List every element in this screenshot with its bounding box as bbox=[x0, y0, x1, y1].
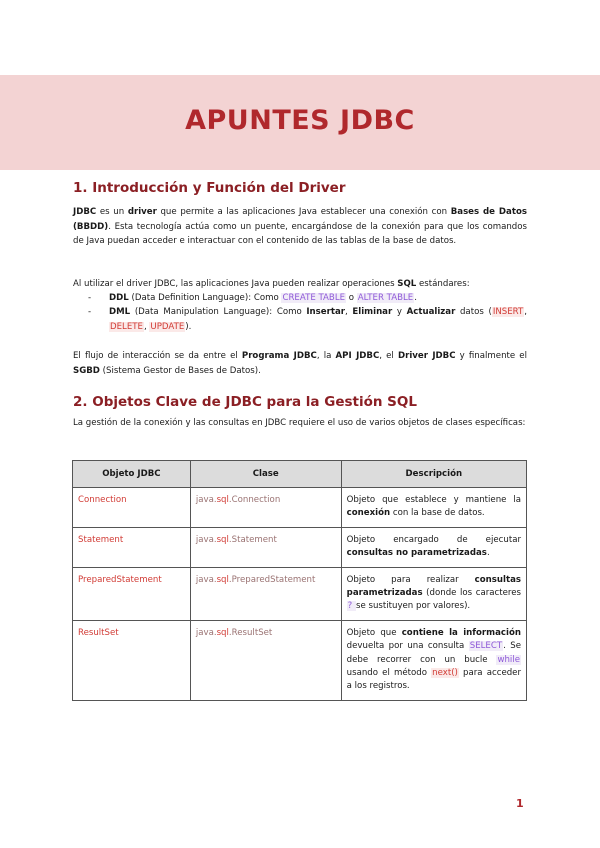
text-run: y bbox=[392, 307, 407, 317]
header-clase: Clase bbox=[190, 461, 341, 488]
text-run: .Statement bbox=[228, 534, 277, 545]
text-run: sql bbox=[216, 495, 229, 505]
text-run: next() bbox=[432, 668, 458, 679]
section-1-paragraph-2 bbox=[73, 277, 527, 292]
text-run: o bbox=[346, 293, 357, 303]
text-run: consultas no parametrizadas bbox=[346, 548, 487, 559]
description bbox=[341, 620, 526, 700]
bullet-ddl: - DDL (Data Definition Language): Como CREATE TABLE o ALTER TABLE. bbox=[88, 291, 527, 306]
text-run: java. bbox=[195, 574, 217, 585]
text-run: UPDATE bbox=[150, 321, 185, 332]
header-objeto: Objeto JDBC bbox=[73, 461, 191, 488]
class-name bbox=[190, 620, 341, 700]
section-2-intro bbox=[73, 416, 527, 431]
section-2-heading: 2. Objetos Clave de JDBC para la Gestión SQL bbox=[73, 394, 417, 410]
text-run: , bbox=[143, 321, 150, 332]
title-banner bbox=[0, 75, 600, 170]
table-row bbox=[73, 488, 527, 528]
text-run: conexión bbox=[346, 508, 391, 519]
text-run: contiene la información bbox=[401, 627, 521, 638]
text-run: , el bbox=[379, 351, 398, 361]
text-run: . bbox=[486, 548, 490, 559]
text-run: DELETE bbox=[110, 321, 143, 332]
object-name: PreparedStatement bbox=[73, 567, 191, 620]
description bbox=[341, 488, 526, 528]
header-descripcion: Descripción bbox=[341, 461, 526, 488]
text-run: datos ( bbox=[455, 307, 492, 317]
text-run: java. bbox=[195, 495, 217, 505]
text-run: Al utilizar el driver JDBC, las aplicaciones Java pueden realizar operaciones bbox=[73, 279, 398, 289]
text-run: para acceder a los registros. bbox=[346, 668, 522, 692]
object-name: Connection bbox=[73, 488, 191, 528]
text-run: y finalmente el bbox=[455, 351, 527, 361]
text-run: es un bbox=[96, 207, 128, 217]
text-run: .ResultSet bbox=[228, 627, 273, 638]
text-run: java. bbox=[195, 534, 217, 545]
bullet-ddl-text bbox=[109, 291, 527, 306]
section-1-heading: 1. Introducción y Función del Driver bbox=[73, 180, 346, 196]
text-run: que permite a las aplicaciones Java establecer una conexión con bbox=[156, 207, 451, 217]
text-run: INSERT bbox=[492, 307, 524, 317]
bullet-dml: - DML (Data Manipulation Language): Como Insertar, Eliminar y Actualizar datos (INSERT, DELETE, UPDATE). bbox=[88, 305, 527, 334]
object-name: ResultSet bbox=[73, 620, 191, 700]
page-title: APUNTES JDBC bbox=[185, 105, 415, 136]
text-run: Bases de Datos (BBDD) bbox=[73, 207, 527, 232]
text-run: consultas parametrizadas bbox=[346, 574, 521, 599]
table-header-row bbox=[73, 461, 527, 488]
section-1-paragraph-1 bbox=[73, 205, 527, 249]
object-name: Statement bbox=[73, 527, 191, 567]
text-run: Eliminar bbox=[352, 307, 393, 317]
table-row bbox=[73, 527, 527, 567]
bullet-dml-text bbox=[109, 305, 527, 334]
text-run: , la bbox=[316, 351, 336, 361]
text-run: , bbox=[345, 307, 353, 317]
text-run: sql bbox=[216, 627, 229, 638]
text-run: SGBD bbox=[73, 365, 100, 376]
text-run: java. bbox=[195, 627, 217, 638]
text-run: DDL bbox=[109, 293, 129, 303]
text-run: estándares: bbox=[416, 279, 470, 289]
text-run: usando el método bbox=[346, 668, 432, 679]
text-run: sql bbox=[216, 574, 229, 585]
text-run: Insertar bbox=[306, 307, 346, 317]
text-run: ALTER TABLE bbox=[357, 293, 414, 303]
text-run: (donde los caracteres bbox=[422, 588, 521, 599]
text-run: (Sistema Gestor de Bases de Datos). bbox=[99, 365, 261, 376]
text-run: Actualizar bbox=[406, 307, 456, 317]
text-run: CREATE TABLE bbox=[282, 293, 346, 303]
jdbc-objects-table bbox=[72, 460, 527, 701]
class-name bbox=[190, 567, 341, 620]
text-run: JDBC bbox=[73, 207, 97, 217]
text-run: while bbox=[497, 654, 520, 665]
text-run: . Esta tecnología actúa como un puente, encargándose de la conexión para que los comandos de Java puedan acceder e interactuar con el contenido de las tablas de la base de datos. bbox=[73, 221, 527, 246]
text-run: Objeto para realizar bbox=[346, 574, 475, 585]
text-run: El flujo de interacción se da entre el bbox=[73, 351, 242, 361]
text-run: devuelta por una consulta bbox=[346, 641, 469, 652]
text-run: SELECT bbox=[469, 641, 503, 652]
text-run: con la base de datos. bbox=[390, 508, 485, 519]
text-run: .PreparedStatement bbox=[228, 574, 316, 585]
page-number: 1 bbox=[516, 797, 524, 810]
text-run: . bbox=[414, 293, 417, 303]
text-run: Driver JDBC bbox=[397, 351, 456, 361]
text-run: ? bbox=[347, 601, 355, 612]
text-run: sql bbox=[216, 534, 229, 545]
text-run: (Data Definition Language): Como bbox=[128, 293, 282, 303]
table-row bbox=[73, 567, 527, 620]
text-run: . Se debe recorrer con un bucle bbox=[346, 641, 521, 665]
text-run: La gestión de la conexión y las consultas en JDBC requiere el uso de varios objetos de clases específicas: bbox=[73, 418, 526, 428]
text-run: DML bbox=[109, 307, 131, 317]
text-run: Objeto encargado de ejecutar bbox=[346, 534, 521, 545]
text-run: ). bbox=[185, 321, 192, 332]
text-run: driver bbox=[127, 207, 157, 217]
text-run: (Data Manipulation Language): Como bbox=[130, 307, 307, 317]
description bbox=[341, 567, 526, 620]
section-1-paragraph-3 bbox=[73, 349, 527, 378]
text-run: Programa JDBC bbox=[241, 351, 317, 361]
text-run: .Connection bbox=[228, 495, 281, 505]
description bbox=[341, 527, 526, 567]
text-run: API JDBC bbox=[335, 351, 380, 361]
text-run: Objeto que establece y mantiene la bbox=[346, 495, 521, 505]
class-name bbox=[190, 527, 341, 567]
text-run: Objeto que bbox=[346, 627, 402, 638]
text-run: , bbox=[524, 307, 527, 317]
table-row bbox=[73, 620, 527, 700]
class-name bbox=[190, 488, 341, 528]
text-run: se sustituyen por valores). bbox=[355, 601, 471, 612]
text-run: SQL bbox=[397, 279, 417, 289]
